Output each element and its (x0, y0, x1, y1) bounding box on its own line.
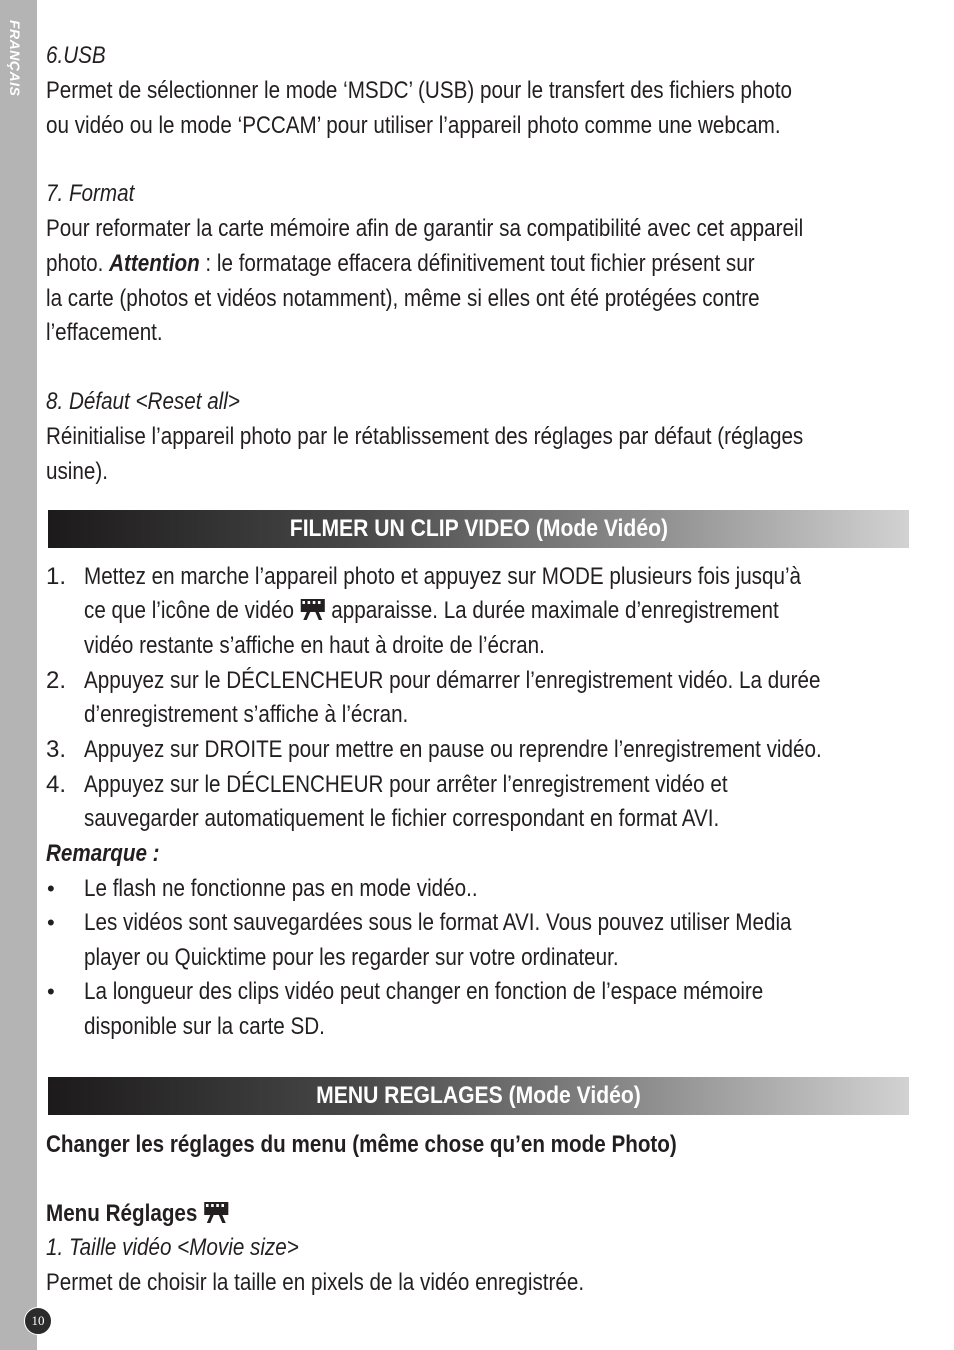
video-camera-icon (203, 1200, 229, 1224)
remark-bullet-3b: disponible sur la carte SD. (84, 1013, 325, 1040)
step-1-text-c: vidéo restante s’affiche en haut à droite de l’écran. (84, 632, 545, 659)
format-heading: 7. Format (46, 180, 135, 207)
remark-bullet-2b: player ou Quicktime pour les regarder sur votre ordinateur. (84, 944, 619, 971)
reset-text-2: usine). (46, 458, 108, 485)
step-2-number: 2. (46, 667, 67, 694)
settings-menu-banner-text: MENU REGLAGES (Mode Vidéo) (316, 1082, 641, 1109)
change-settings-heading: Changer les réglages du menu (même chose qu’en mode Photo) (46, 1131, 677, 1158)
step-2-text-b: d’enregistrement s’affiche à l’écran. (84, 701, 409, 728)
attention-label: Attention (109, 250, 200, 277)
step-4-number: 4. (46, 771, 67, 798)
remark-bullet-1: Le flash ne fonctionne pas en mode vidéo.. (84, 875, 478, 902)
bullet-3: • (47, 979, 55, 1004)
step-3-text-a: Appuyez sur DROITE pour mettre en pause ou reprendre l’enregistrement vidéo. (84, 736, 822, 763)
remark-bullet-2a: Les vidéos sont sauvegardées sous le format AVI. Vous pouvez utiliser Media (84, 909, 792, 936)
format-text-2a: photo. (46, 250, 110, 277)
step-1-text-a: Mettez en marche l’appareil photo et appuyez sur MODE plusieurs fois jusqu’à (84, 563, 802, 590)
step-1-text-b-pre: ce que l’icône de vidéo (84, 597, 300, 624)
format-text-1: Pour reformater la carte mémoire afin de garantir sa compatibilité avec cet appareil (46, 215, 804, 242)
usb-text-1: Permet de sélectionner le mode ‘MSDC’ (USB) pour le transfert des fichiers photo (46, 77, 793, 104)
step-4-text-a: Appuyez sur le DÉCLENCHEUR pour arrêter l’enregistrement vidéo et (84, 771, 728, 798)
step-4-text-b: sauvegarder automatiquement le fichier correspondant en format AVI. (84, 805, 720, 832)
page-number: 10 (24, 1307, 52, 1335)
format-text-4: l’effacement. (46, 319, 163, 346)
movie-size-text: Permet de choisir la taille en pixels de la vidéo enregistrée. (46, 1269, 585, 1296)
language-label: FRANÇAIS (7, 20, 23, 97)
reset-heading: 8. Défaut <Reset all> (46, 388, 240, 415)
menu-settings-title: Menu Réglages (46, 1200, 204, 1227)
menu-settings-heading (46, 1200, 229, 1228)
settings-menu-banner (48, 1077, 909, 1115)
usb-heading: 6.USB (46, 42, 106, 69)
video-clip-banner (48, 510, 909, 548)
step-3-number: 3. (46, 736, 67, 763)
video-clip-banner-text: FILMER UN CLIP VIDEO (Mode Vidéo) (289, 515, 668, 542)
movie-size-heading: 1. Taille vidéo <Movie size> (46, 1234, 299, 1261)
remark-bullet-3a: La longueur des clips vidéo peut changer en fonction de l’espace mémoire (84, 978, 764, 1005)
format-text-2c: : le formatage effacera définitivement tout fichier présent sur (199, 250, 755, 277)
format-text-3: la carte (photos et vidéos notamment), même si elles ont été protégées contre (46, 285, 760, 312)
bullet-2: • (47, 910, 55, 935)
bullet-1: • (47, 876, 55, 901)
step-1-text-b (84, 597, 779, 625)
step-1-text-b-post: apparaisse. La durée maximale d’enregistrement (325, 597, 779, 624)
step-2-text-a: Appuyez sur le DÉCLENCHEUR pour démarrer l’enregistrement vidéo. La durée (84, 667, 821, 694)
usb-text-2: ou vidéo ou le mode ‘PCCAM’ pour utiliser l’appareil photo comme une webcam. (46, 112, 781, 139)
side-tab (0, 0, 37, 1350)
remark-title: Remarque : (46, 840, 160, 867)
step-1-number: 1. (46, 563, 67, 590)
video-camera-icon (300, 597, 326, 621)
reset-text-1: Réinitialise l’appareil photo par le rétablissement des réglages par défaut (réglages (46, 423, 804, 450)
format-text-2 (46, 250, 755, 278)
